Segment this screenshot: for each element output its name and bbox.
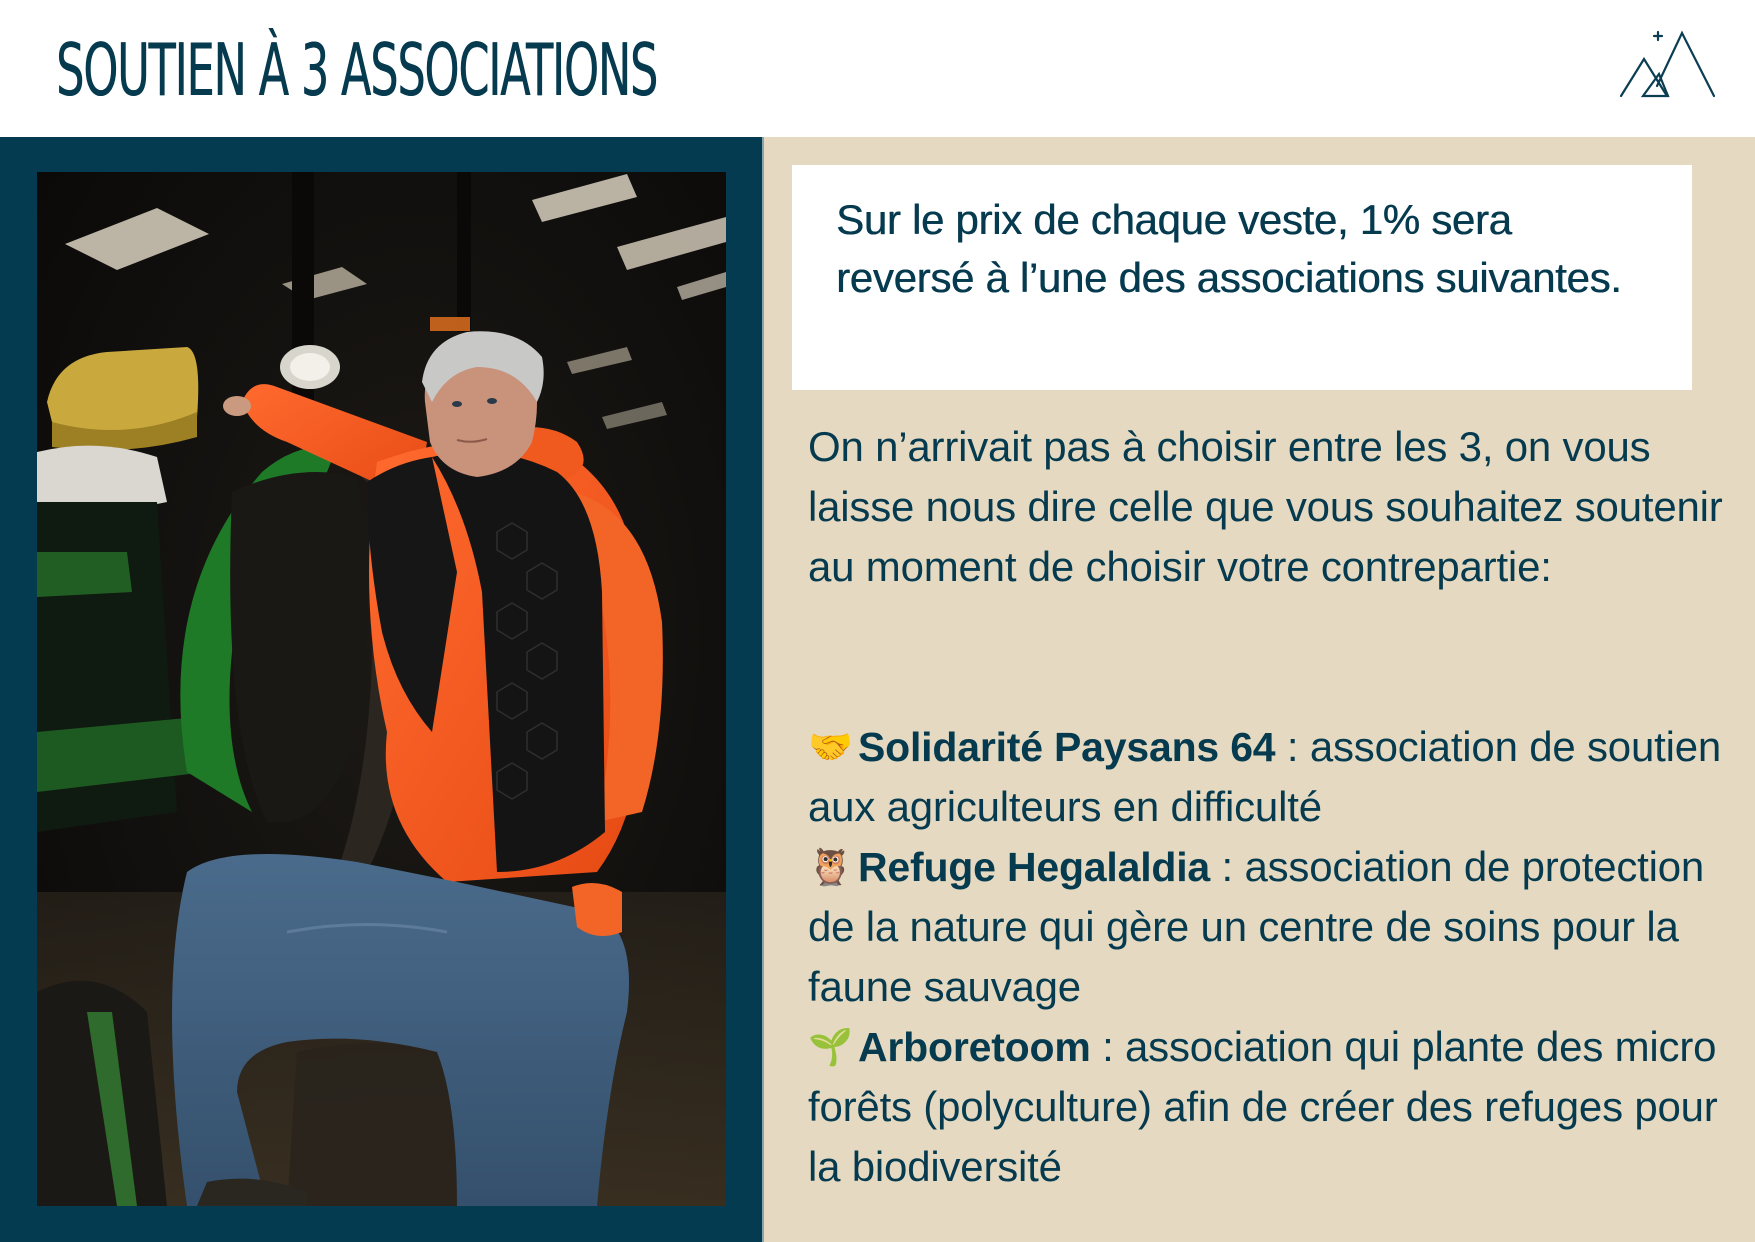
info-panel [762,137,1755,1242]
intro-text: On n’arrivait pas à choisir entre les 3, on vous laisse nous dire celle que vous souhaitez soutenir au moment de choisir votre contrepartie: [808,423,1723,590]
association-name: Solidarité Paysans 64 [858,724,1276,770]
association-item [808,837,1748,1017]
highlight-box [792,165,1692,390]
seedling-icon: 🌱 [808,1026,853,1067]
farmer-photo [37,172,726,1206]
page-title: SOUTIEN À 3 ASSOCIATIONS [56,28,657,112]
farmer-photo-illustration [37,172,726,1206]
association-item [808,717,1748,837]
mountain-logo-icon [1620,26,1720,104]
highlight-text: Sur le prix de chaque veste, 1% sera reversé à l’une des associations suivantes. [836,196,1622,301]
association-name: Refuge Hegalaldia [858,844,1211,890]
association-description: : association de protection de la nature qui gère un centre de soins pour la faune sauvage [808,843,1705,1010]
association-description: : association de soutien aux agriculteurs en difficulté [808,723,1722,830]
association-item [808,1017,1748,1197]
association-description: : association qui plante des micro forêts (polyculture) afin de créer des refuges pour la biodiversité [808,1023,1718,1190]
association-name: Arboretoom [858,1024,1091,1070]
handshake-icon: 🤝 [808,726,853,767]
header [0,0,1755,137]
photo-panel [0,137,762,1242]
association-list [808,717,1748,1197]
owl-icon: 🦉 [808,846,853,887]
